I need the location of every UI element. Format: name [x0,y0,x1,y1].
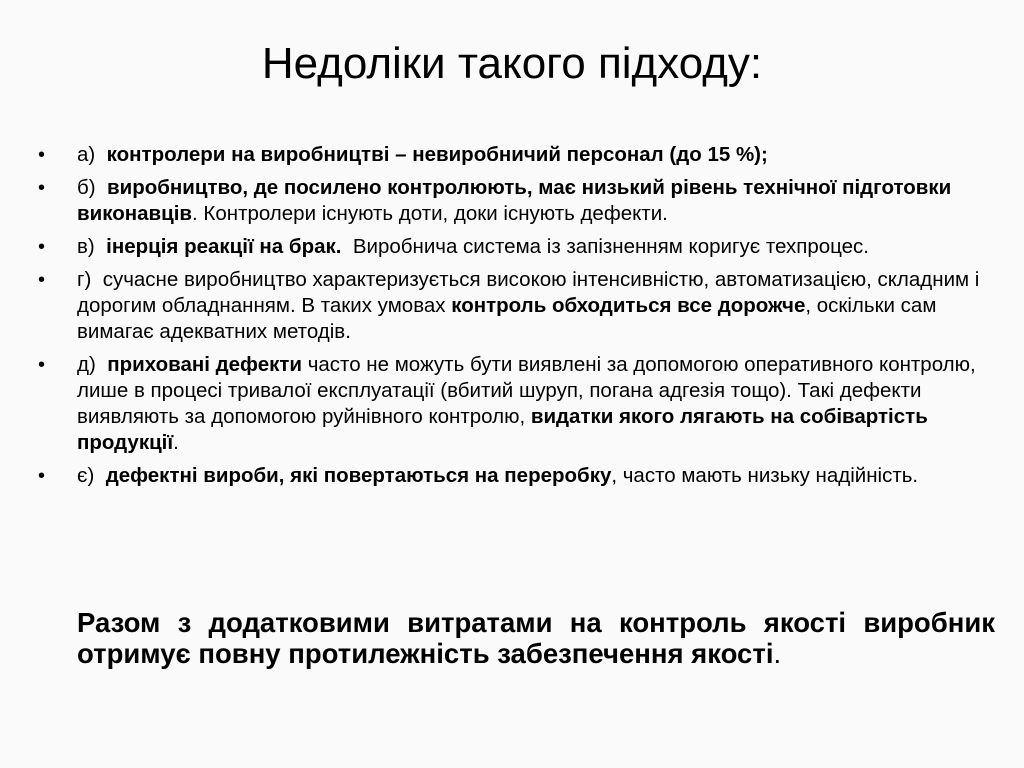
bullet-marker: г) [77,268,92,291]
bullet-bold-text: інерція реакції на брак. [106,235,342,258]
bullet-item-ye [77,463,995,489]
bullet-marker: а) [77,143,96,166]
bullet-text: , часто мають низьку надійність. [611,464,919,487]
bullet-item-d [77,352,995,456]
bullet-marker: в) [77,235,95,258]
bullet-marker: б) [77,176,96,199]
bullet-bold-text: контролери на виробництві – невиробничий персонал (до 15 %); [106,143,768,166]
bullet-item-a [77,142,995,168]
bullet-text: . Контролери існують доти, доки існують дефекти. [192,202,668,225]
bullet-text: , оскільки сам вимагає адекватних методів. [77,294,937,343]
bullet-text: сучасне виробництво характеризується високою інтенсивністю, автоматизацією, складним і дорогим обладнанням. В таких умовах [77,268,980,317]
bullet-marker: д) [77,353,96,376]
bullet-bold-text: дефектні вироби, які повертаються на переробку [105,464,612,487]
summary-tail: . [773,638,782,669]
bullet-item-v [77,234,995,260]
bullet-bold-text: контроль обходиться все дорожче [451,294,806,317]
summary-bold-text: Разом з додатковими витратами на контроль якості виробник отримує повну протилежність забезпечення якості [77,607,995,669]
bullet-item-g [77,267,995,345]
bullet-text: . [173,431,179,454]
bullet-bold-text: приховані дефекти [107,353,303,376]
bullet-marker: є) [77,464,95,487]
bullet-item-b [77,175,995,227]
bullet-text: Виробнича система із запізненням коригує техпроцес. [341,235,869,258]
slide-title: Недоліки такого підходу: [261,39,763,88]
bullet-bold-text: видатки якого лягають на собівартість продукції [77,405,928,454]
bullet-bold-text: виробництво, де посилено контролюють, має низький рівень технічної підготовки виконавців [77,176,952,225]
summary-paragraph [77,607,995,669]
bullet-text: часто не можуть бути виявлені за допомогою оперативного контролю, лише в процесі тривалої експлуатації (вбитий шуруп, погана адгезія тощо). Такі дефекти виявляють за допомогою руйнівного контролю, [77,353,976,428]
bullet-list [77,142,995,496]
